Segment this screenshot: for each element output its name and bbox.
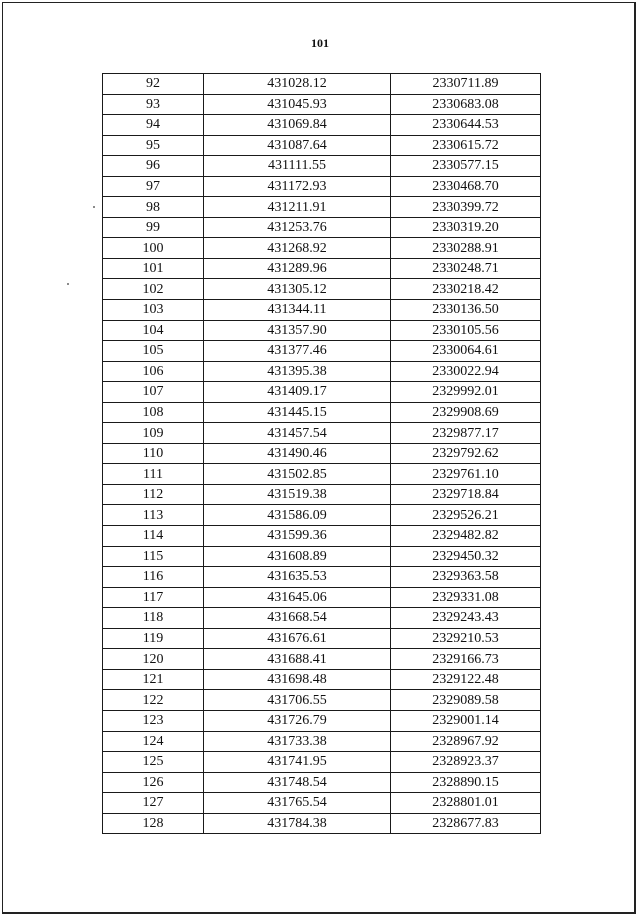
- point-number-cell: 101: [103, 258, 204, 279]
- table-row: [103, 320, 541, 341]
- table-row: [103, 567, 541, 588]
- x-coordinate-cell: 431519.38: [204, 484, 391, 505]
- x-coordinate-cell: 431377.46: [204, 341, 391, 362]
- y-coordinate-cell: 2330644.53: [391, 115, 541, 136]
- point-number-cell: 122: [103, 690, 204, 711]
- x-coordinate-cell: 431733.38: [204, 731, 391, 752]
- y-coordinate-cell: 2329089.58: [391, 690, 541, 711]
- y-coordinate-cell: 2330615.72: [391, 135, 541, 156]
- y-coordinate-cell: 2329363.58: [391, 567, 541, 588]
- point-number-cell: 123: [103, 710, 204, 731]
- y-coordinate-cell: 2329122.48: [391, 669, 541, 690]
- y-coordinate-cell: 2330319.20: [391, 217, 541, 238]
- x-coordinate-cell: 431344.11: [204, 300, 391, 321]
- point-number-cell: 114: [103, 526, 204, 547]
- table-row: [103, 669, 541, 690]
- x-coordinate-cell: 431599.36: [204, 526, 391, 547]
- point-number-cell: 126: [103, 772, 204, 793]
- table-row: [103, 341, 541, 362]
- x-coordinate-cell: 431726.79: [204, 710, 391, 731]
- table-row: [103, 793, 541, 814]
- table-row: [103, 690, 541, 711]
- point-number-cell: 107: [103, 382, 204, 403]
- table-row: [103, 628, 541, 649]
- x-coordinate-cell: 431645.06: [204, 587, 391, 608]
- table-row: [103, 443, 541, 464]
- table-row: [103, 587, 541, 608]
- x-coordinate-cell: 431688.41: [204, 649, 391, 670]
- table-row: [103, 608, 541, 629]
- point-number-cell: 119: [103, 628, 204, 649]
- x-coordinate-cell: 431668.54: [204, 608, 391, 629]
- x-coordinate-cell: 431409.17: [204, 382, 391, 403]
- table-row: [103, 115, 541, 136]
- page-number: 101: [311, 36, 329, 50]
- x-coordinate-cell: 431698.48: [204, 669, 391, 690]
- x-coordinate-cell: 431457.54: [204, 423, 391, 444]
- y-coordinate-cell: 2330711.89: [391, 74, 541, 95]
- table-row: [103, 484, 541, 505]
- x-coordinate-cell: 431608.89: [204, 546, 391, 567]
- coordinate-table-body: [103, 74, 541, 834]
- point-number-cell: 121: [103, 669, 204, 690]
- x-coordinate-cell: 431111.55: [204, 156, 391, 177]
- y-coordinate-cell: 2330468.70: [391, 176, 541, 197]
- point-number-cell: 98: [103, 197, 204, 218]
- y-coordinate-cell: 2330577.15: [391, 156, 541, 177]
- point-number-cell: 100: [103, 238, 204, 259]
- y-coordinate-cell: 2329450.32: [391, 546, 541, 567]
- y-coordinate-cell: 2329210.53: [391, 628, 541, 649]
- point-number-cell: 111: [103, 464, 204, 485]
- y-coordinate-cell: 2330064.61: [391, 341, 541, 362]
- table-row: [103, 238, 541, 259]
- table-row: [103, 649, 541, 670]
- table-row: [103, 710, 541, 731]
- y-coordinate-cell: 2328677.83: [391, 813, 541, 834]
- table-row: [103, 772, 541, 793]
- x-coordinate-cell: 431045.93: [204, 94, 391, 115]
- x-coordinate-cell: 431502.85: [204, 464, 391, 485]
- x-coordinate-cell: 431253.76: [204, 217, 391, 238]
- y-coordinate-cell: 2330105.56: [391, 320, 541, 341]
- x-coordinate-cell: 431445.15: [204, 402, 391, 423]
- x-coordinate-cell: 431784.38: [204, 813, 391, 834]
- x-coordinate-cell: 431268.92: [204, 238, 391, 259]
- x-coordinate-cell: 431765.54: [204, 793, 391, 814]
- point-number-cell: 112: [103, 484, 204, 505]
- point-number-cell: 105: [103, 341, 204, 362]
- y-coordinate-cell: 2329792.62: [391, 443, 541, 464]
- point-number-cell: 125: [103, 752, 204, 773]
- table-row: [103, 464, 541, 485]
- y-coordinate-cell: 2329526.21: [391, 505, 541, 526]
- coordinate-table: [102, 73, 541, 834]
- y-coordinate-cell: 2330136.50: [391, 300, 541, 321]
- point-number-cell: 117: [103, 587, 204, 608]
- y-coordinate-cell: 2329482.82: [391, 526, 541, 547]
- table-row: [103, 258, 541, 279]
- table-row: [103, 423, 541, 444]
- table-row: [103, 197, 541, 218]
- scan-speck: [67, 283, 69, 285]
- x-coordinate-cell: 431635.53: [204, 567, 391, 588]
- x-coordinate-cell: 431087.64: [204, 135, 391, 156]
- scan-speck: [93, 206, 95, 208]
- y-coordinate-cell: 2329992.01: [391, 382, 541, 403]
- x-coordinate-cell: 431676.61: [204, 628, 391, 649]
- y-coordinate-cell: 2328923.37: [391, 752, 541, 773]
- table-row: [103, 74, 541, 95]
- y-coordinate-cell: 2329166.73: [391, 649, 541, 670]
- point-number-cell: 113: [103, 505, 204, 526]
- table-row: [103, 731, 541, 752]
- x-coordinate-cell: 431395.38: [204, 361, 391, 382]
- table-row: [103, 752, 541, 773]
- y-coordinate-cell: 2330288.91: [391, 238, 541, 259]
- y-coordinate-cell: 2329718.84: [391, 484, 541, 505]
- y-coordinate-cell: 2329331.08: [391, 587, 541, 608]
- y-coordinate-cell: 2329001.14: [391, 710, 541, 731]
- table-row: [103, 526, 541, 547]
- point-number-cell: 96: [103, 156, 204, 177]
- x-coordinate-cell: 431748.54: [204, 772, 391, 793]
- x-coordinate-cell: 431305.12: [204, 279, 391, 300]
- table-row: [103, 813, 541, 834]
- point-number-cell: 116: [103, 567, 204, 588]
- point-number-cell: 124: [103, 731, 204, 752]
- table-row: [103, 217, 541, 238]
- x-coordinate-cell: 431289.96: [204, 258, 391, 279]
- x-coordinate-cell: 431028.12: [204, 74, 391, 95]
- y-coordinate-cell: 2329243.43: [391, 608, 541, 629]
- point-number-cell: 115: [103, 546, 204, 567]
- point-number-cell: 94: [103, 115, 204, 136]
- point-number-cell: 118: [103, 608, 204, 629]
- y-coordinate-cell: 2328890.15: [391, 772, 541, 793]
- x-coordinate-cell: 431172.93: [204, 176, 391, 197]
- table-row: [103, 135, 541, 156]
- y-coordinate-cell: 2328967.92: [391, 731, 541, 752]
- table-row: [103, 176, 541, 197]
- point-number-cell: 92: [103, 74, 204, 95]
- point-number-cell: 104: [103, 320, 204, 341]
- x-coordinate-cell: 431357.90: [204, 320, 391, 341]
- y-coordinate-cell: 2329877.17: [391, 423, 541, 444]
- x-coordinate-cell: 431706.55: [204, 690, 391, 711]
- point-number-cell: 120: [103, 649, 204, 670]
- point-number-cell: 95: [103, 135, 204, 156]
- point-number-cell: 110: [103, 443, 204, 464]
- y-coordinate-cell: 2330248.71: [391, 258, 541, 279]
- x-coordinate-cell: 431069.84: [204, 115, 391, 136]
- table-row: [103, 505, 541, 526]
- point-number-cell: 108: [103, 402, 204, 423]
- point-number-cell: 128: [103, 813, 204, 834]
- y-coordinate-cell: 2329908.69: [391, 402, 541, 423]
- x-coordinate-cell: 431211.91: [204, 197, 391, 218]
- y-coordinate-cell: 2330683.08: [391, 94, 541, 115]
- point-number-cell: 102: [103, 279, 204, 300]
- y-coordinate-cell: 2330399.72: [391, 197, 541, 218]
- point-number-cell: 93: [103, 94, 204, 115]
- point-number-cell: 127: [103, 793, 204, 814]
- y-coordinate-cell: 2329761.10: [391, 464, 541, 485]
- point-number-cell: 103: [103, 300, 204, 321]
- x-coordinate-cell: 431741.95: [204, 752, 391, 773]
- y-coordinate-cell: 2330022.94: [391, 361, 541, 382]
- x-coordinate-cell: 431586.09: [204, 505, 391, 526]
- y-coordinate-cell: 2328801.01: [391, 793, 541, 814]
- point-number-cell: 109: [103, 423, 204, 444]
- table-row: [103, 300, 541, 321]
- table-row: [103, 382, 541, 403]
- y-coordinate-cell: 2330218.42: [391, 279, 541, 300]
- point-number-cell: 97: [103, 176, 204, 197]
- point-number-cell: 106: [103, 361, 204, 382]
- table-row: [103, 361, 541, 382]
- table-row: [103, 402, 541, 423]
- table-row: [103, 156, 541, 177]
- x-coordinate-cell: 431490.46: [204, 443, 391, 464]
- table-row: [103, 94, 541, 115]
- table-row: [103, 546, 541, 567]
- point-number-cell: 99: [103, 217, 204, 238]
- table-row: [103, 279, 541, 300]
